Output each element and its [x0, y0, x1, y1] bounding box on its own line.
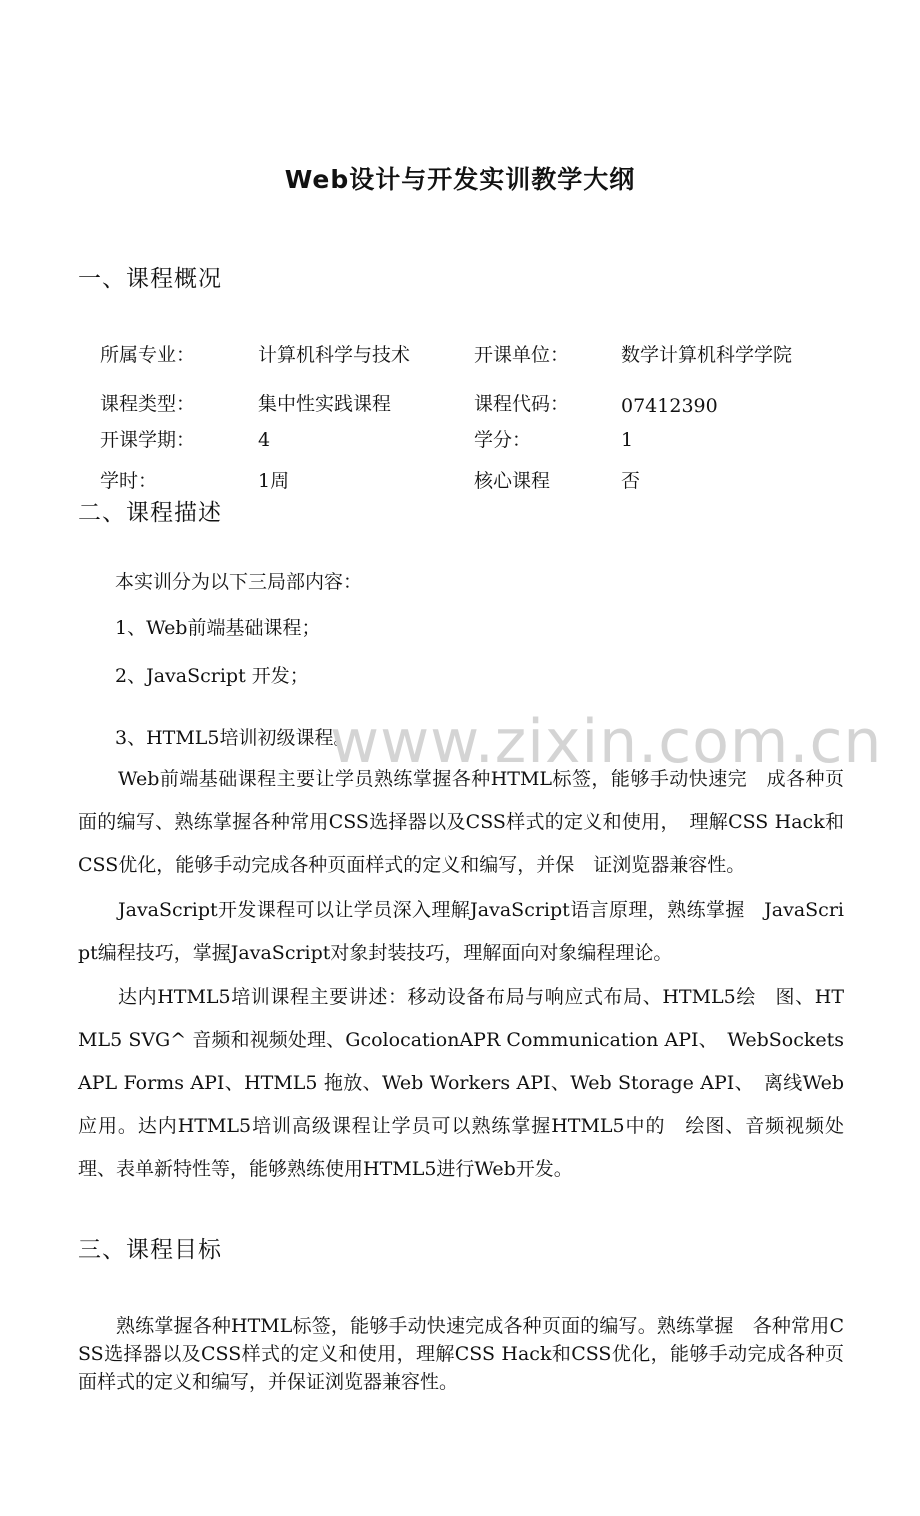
info-value: 1	[621, 429, 634, 451]
info-label: 课程代码：	[474, 393, 570, 415]
list-item: 2、JavaScript 开发；	[115, 665, 309, 687]
info-value: 1周	[258, 470, 290, 492]
list-item: 3、HTML5培训初级课程。	[115, 727, 353, 749]
paragraph-javascript: JavaScript开发课程可以让学员深入理解JavaScript语言原理，熟练掌握 JavaScript编程技巧，掌握JavaScript对象封装技巧，理解面向对象编程理论。	[78, 899, 844, 964]
info-label: 所属专业：	[100, 344, 196, 366]
info-value: 4	[258, 429, 271, 451]
info-label: 课程类型：	[100, 393, 196, 415]
info-value: 数学计算机科学学院	[621, 344, 793, 366]
paragraph-goals: 熟练掌握各种HTML标签，能够手动快速完成各种页面的编写。熟练掌握 各种常用CSS选择器以及CSS样式的定义和使用，理解CSS Hack和CSS优化，能够手动完成各种页面样式的定义和编写，并保证浏览器兼容性。	[78, 1315, 844, 1393]
description-intro: 本实训分为以下三局部内容：	[115, 571, 363, 593]
info-label: 开课学期：	[100, 429, 196, 451]
info-label: 开课单位：	[474, 344, 570, 366]
page-title: Web设计与开发实训教学大纲	[284, 165, 636, 194]
section-heading-overview: 一、课程概况	[78, 266, 222, 292]
info-label: 核心课程	[474, 470, 551, 492]
info-value: 否	[621, 470, 641, 492]
info-value: 计算机科学与技术	[258, 344, 411, 366]
section-heading-description: 二、课程描述	[78, 500, 222, 526]
info-label: 学时：	[100, 470, 158, 492]
info-value: 07412390	[621, 395, 718, 417]
section-heading-goals: 三、课程目标	[78, 1237, 222, 1263]
paragraph-html5: 达内HTML5培训课程主要讲述：移动设备布局与响应式布局、HTML5绘 图、HTML5 SVG^ 音频和视频处理、GcolocationAPR Communication API、 WebSockets APL Forms API、HTML5 拖放、Web Workers API、Web Storage API、 离线Web应用。达内HTML5培训高级课程让学员可以熟练掌握HTML5中的 绘图、音频视频处理、表单新特性等，能够熟练使用HTML5进行Web开发。	[78, 986, 844, 1180]
watermark: www.zixin.com.cn	[330, 707, 883, 777]
info-value: 集中性实践课程	[258, 393, 392, 415]
list-item: 1、Web前端基础课程；	[115, 617, 321, 639]
info-label: 学分：	[474, 429, 532, 451]
paragraph-web-frontend: Web前端基础课程主要让学员熟练掌握各种HTML标签，能够手动快速完 成各种页面的编写、熟练掌握各种常用CSS选择器以及CSS样式的定义和使用， 理解CSS Hack和CSS优化，能够手动完成各种页面样式的定义和编写，并保 证浏览器兼容性。	[78, 768, 844, 876]
